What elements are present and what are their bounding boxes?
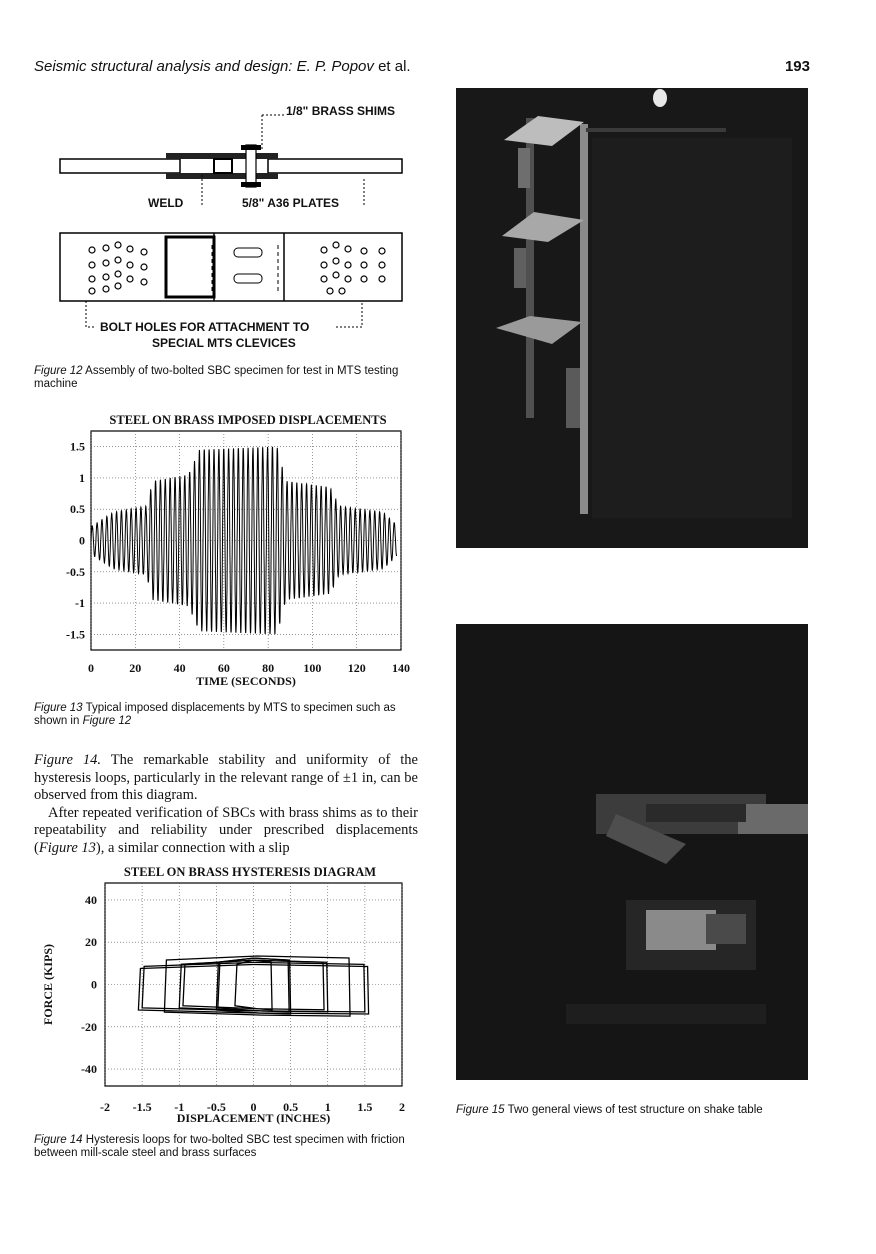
displacement-series-line — [91, 447, 397, 635]
weld-label: WELD — [148, 196, 184, 210]
running-title — [34, 58, 411, 75]
x-tick-label: 0 — [88, 661, 94, 675]
x-tick-label: 100 — [303, 661, 322, 675]
x-tick-label: 2 — [399, 1100, 405, 1114]
x-axis-title: TIME (SECONDS) — [196, 674, 296, 688]
x-tick-label: -0.5 — [206, 1100, 226, 1114]
figure-15-caption — [456, 1104, 816, 1117]
hysteresis-loop — [216, 958, 290, 1014]
holes-leader-left — [86, 301, 96, 327]
shake-table-photo-2 — [456, 624, 808, 1080]
figure-14-chart — [30, 880, 430, 1130]
bolt-holes-label-1: BOLT HOLES FOR ATTACHMENT TO — [100, 320, 310, 334]
body-text — [34, 752, 418, 857]
page-number: 193 — [784, 58, 810, 75]
figure-14-label: Figure 14 — [34, 1134, 83, 1146]
y-tick-label: 0 — [91, 977, 97, 992]
y-tick-label: -20 — [81, 1019, 97, 1034]
x-tick-label: 0 — [250, 1100, 257, 1114]
hysteresis-loop — [142, 962, 365, 1012]
paragraph-2-text-b: ), a similar connection with a slip — [95, 839, 290, 856]
figure-13-title: STEEL ON BRASS IMPOSED DISPLACEMENTS — [109, 413, 387, 427]
x-tick-label: 60 — [217, 661, 230, 675]
slot-2 — [234, 274, 262, 283]
figure-15-label: Figure 15 — [456, 1104, 505, 1116]
figure-12-caption — [34, 365, 424, 391]
figure-12-label: Figure 12 — [34, 365, 83, 377]
y-tick-label: -0.5 — [66, 564, 85, 579]
paragraph-2-text-a: After repeated verification of SBCs with brass shims as to their repeatability and reliability under prescribed displacements ( — [34, 804, 418, 856]
y-tick-label: -1 — [75, 596, 85, 611]
x-tick-label: 120 — [347, 661, 366, 675]
x-tick-label: -1.5 — [132, 1100, 152, 1114]
holes-leader-right — [336, 301, 362, 327]
figure-14-caption — [34, 1134, 430, 1160]
y-tick-label: 1 — [79, 470, 85, 485]
y-tick-label: -1.5 — [66, 627, 85, 642]
shims-label: 1/8" BRASS SHIMS — [286, 104, 396, 118]
running-title-suffix: et al. — [378, 58, 411, 75]
bolt-holes-label-2: SPECIAL MTS CLEVICES — [152, 336, 296, 350]
figure-13-caption — [34, 702, 424, 728]
left-plate-side — [60, 159, 180, 173]
y-tick-label: 0.5 — [70, 502, 85, 517]
y-tick-label: -40 — [81, 1062, 97, 1077]
right-plate-side — [268, 159, 402, 173]
x-tick-label: 80 — [262, 661, 275, 675]
photo-1-image — [456, 88, 808, 548]
shake-table-photo-1 — [456, 88, 808, 548]
y-tick-label: 0 — [79, 533, 85, 548]
x-tick-label: 0.5 — [283, 1100, 299, 1114]
paragraph-1-ref: Figure 14. — [34, 752, 102, 768]
paragraph-2 — [34, 805, 418, 858]
bolt-head — [241, 145, 261, 150]
figure-15-caption-text: Two general views of test structure on shake table — [507, 1104, 763, 1116]
figure-13-chart — [30, 428, 430, 698]
photo-2-image — [456, 624, 808, 1080]
paragraph-1 — [34, 752, 418, 805]
x-tick-label: -1 — [174, 1100, 185, 1114]
x-tick-label: 140 — [392, 661, 410, 675]
x-tick-label: 1 — [324, 1100, 331, 1114]
paragraph-2-ref: Figure 13 — [38, 839, 96, 856]
x-tick-label: 20 — [129, 661, 142, 675]
x-tick-label: -2 — [100, 1100, 110, 1114]
figure-13-caption-text: Typical imposed displacements by MTS to specimen such as shown in — [34, 702, 396, 727]
figure-14-caption-text: Hysteresis loops for two-bolted SBC test specimen with friction between mill-scale steel and brass surfaces — [34, 1134, 405, 1159]
y-axis-title: FORCE (KIPS) — [41, 944, 55, 1025]
figure-14-title: STEEL ON BRASS HYSTERESIS DIAGRAM — [123, 865, 377, 879]
y-tick-label: 40 — [85, 892, 97, 907]
y-tick-label: 1.5 — [70, 439, 85, 454]
figure-13-label: Figure 13 — [34, 702, 83, 714]
plates-label: 5/8" A36 PLATES — [242, 196, 340, 210]
bolt-nut — [241, 182, 261, 187]
y-tick-label: 20 — [85, 935, 97, 950]
plan-weld-box — [166, 237, 214, 297]
x-tick-label: 1.5 — [357, 1100, 373, 1114]
bolt-side — [246, 145, 256, 187]
paragraph-1-text: The remarkable stability and uniformity of the hysteresis loops, particularly in the relevant range of ±1 in, can be observed from this diagram. — [34, 752, 418, 803]
figure-13-caption-ref: Figure 12 — [82, 715, 132, 727]
running-title-text: Seismic structural analysis and design: E. P. Popov — [34, 58, 374, 75]
x-tick-label: 40 — [173, 661, 186, 675]
figure-12-caption-text: Assembly of two-bolted SBC specimen for test in MTS testing machine — [34, 365, 399, 390]
slot-1 — [234, 248, 262, 257]
weld-block — [214, 159, 232, 173]
x-axis-title: DISPLACEMENT (INCHES) — [176, 1111, 331, 1125]
